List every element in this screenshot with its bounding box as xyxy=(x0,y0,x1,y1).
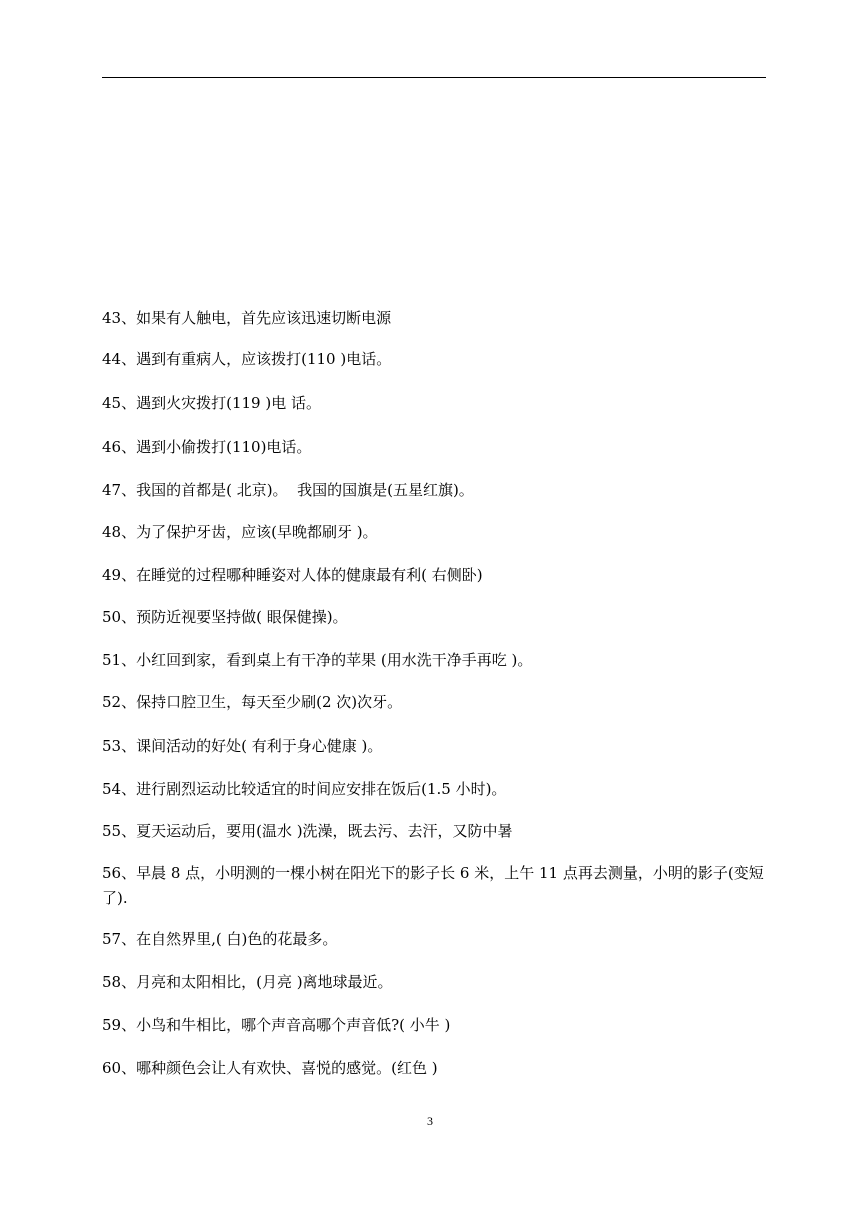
question-57: 57、在自然界里,( 白)色的花最多。 xyxy=(102,930,338,948)
question-45: 45、遇到火灾拨打(119 )电 话。 xyxy=(102,394,321,412)
question-54: 54、进行剧烈运动比较适宜的时间应安排在饭后(1.5 小时)。 xyxy=(102,780,507,798)
question-56: 56、早晨 8 点，小明测的一棵小树在阳光下的影子长 6 米，上午 11 点再去测量，小明的影子(变短了). xyxy=(102,864,764,907)
question-48: 48、为了保护牙齿，应该(早晚都刷牙 )。 xyxy=(102,523,378,541)
question-50: 50、预防近视要坚持做( 眼保健操)。 xyxy=(102,608,348,626)
question-59: 59、小鸟和牛相比，哪个声音高哪个声音低?( 小牛 ) xyxy=(102,1016,451,1034)
header-rule xyxy=(102,77,766,78)
question-51: 51、小红回到家，看到桌上有干净的苹果 (用水洗干净手再吃 )。 xyxy=(102,651,533,669)
question-46: 46、遇到小偷拨打(110)电话。 xyxy=(102,438,312,456)
question-49: 49、在睡觉的过程哪种睡姿对人体的健康最有利( 右侧卧) xyxy=(102,566,483,584)
question-55: 55、夏天运动后，要用(温水 )洗澡，既去污、去汗，又防中暑 xyxy=(102,822,513,840)
question-47: 47、我国的首都是( 北京)。 我国的国旗是(五星红旗)。 xyxy=(102,481,474,499)
question-52: 52、保持口腔卫生，每天至少刷(2 次)次牙。 xyxy=(102,693,403,711)
question-53: 53、课间活动的好处( 有利于身心健康 )。 xyxy=(102,737,383,755)
question-58: 58、月亮和太阳相比，(月亮 )离地球最近。 xyxy=(102,973,393,991)
question-44: 44、遇到有重病人，应该拨打(110 )电话。 xyxy=(102,350,392,368)
page-number: 3 xyxy=(427,1114,433,1128)
question-60: 60、哪种颜色会让人有欢快、喜悦的感觉。(红色 ) xyxy=(102,1059,438,1077)
question-43: 43、如果有人触电，首先应该迅速切断电源 xyxy=(102,309,392,327)
